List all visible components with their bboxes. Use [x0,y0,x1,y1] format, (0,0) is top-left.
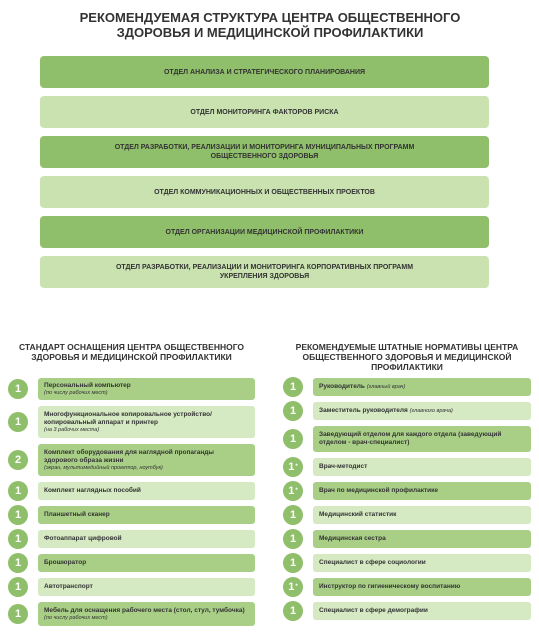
staff-label [313,578,531,596]
count-badge: 1 [283,505,303,525]
count-badge: 1 [8,505,28,525]
title-line-2: ЗДОРОВЬЯ И МЕДИЦИНСКОЙ ПРОФИЛАКТИКИ [116,25,424,40]
count-badge: 1 * [283,577,303,597]
count-badge: 1 [283,529,303,549]
staff-label [313,458,531,476]
equipment-row [8,578,255,596]
staff-text: Медицинская сестра [319,535,386,542]
equipment-note: (на 3 рабочих места) [44,426,100,433]
staff-label [313,602,531,620]
equipment-text: Фотоаппарат цифровой [44,535,122,542]
count-badge: 1 [8,412,28,432]
count-badge: 1 * [283,481,303,501]
equipment-row [8,482,255,500]
equipment-label [38,602,255,626]
count-badge: 1 [283,377,303,397]
equipment-row [8,506,255,524]
equipment-row [8,406,255,438]
staff-text: Инструктор по гигиеническому воспитанию [319,583,461,590]
staff-row [283,530,531,548]
equipment-label [38,378,255,400]
count-badge: 1 [8,604,28,624]
department-item: ОТДЕЛ РАЗРАБОТКИ, РЕАЛИЗАЦИИ И МОНИТОРИНГА КОРПОРАТИВНЫХ ПРОГРАММ УКРЕПЛЕНИЯ ЗДОРОВЬЯ [40,256,489,288]
staff-row [283,378,531,396]
equipment-row [8,554,255,572]
staff-text: Заведующий отделом для каждого отдела (заведующий отделом - врач-специалист) [319,431,502,446]
equipment-note: (экран, мультимедийный проектор, ноутбук) [44,464,163,471]
staff-title: РЕКОМЕНДУЕМЫЕ ШТАТНЫЕ НОРМАТИВЫ ЦЕНТРА ОБЩЕСТВЕННОГО ЗДОРОВЬЯ И МЕДИЦИНСКОЙ ПРОФИЛАКТИКИ [295,342,519,372]
count-badge: 2 [8,450,28,470]
staff-label [313,506,531,524]
equipment-text: Планшетный сканер [44,511,110,518]
staff-text: Врач-методист [319,463,368,470]
asterisk-mark: * [295,464,298,470]
department-item: ОТДЕЛ МОНИТОРИНГА ФАКТОРОВ РИСКА [40,96,489,128]
count-badge: 1 [283,429,303,449]
staff-row [283,402,531,420]
equipment-label [38,506,255,524]
staff-text: Специалист в сфере социологии [319,559,426,566]
staff-text: Заместитель руководителя (главного врача) [319,407,453,414]
staff-row [283,506,531,524]
count-badge: 1 [283,601,303,621]
asterisk-mark: * [295,584,298,590]
staff-label [313,554,531,572]
staff-text: Руководитель (главный врач) [319,383,406,390]
staff-note: (главного врача) [409,408,453,414]
equipment-label [38,578,255,596]
department-item: ОТДЕЛ ОРГАНИЗАЦИИ МЕДИЦИНСКОЙ ПРОФИЛАКТИКИ [40,216,489,248]
equipment-note: (по числу рабочих мест) [44,389,108,396]
count-badge: 1 [8,379,28,399]
equipment-label [38,482,255,500]
department-item: ОТДЕЛ РАЗРАБОТКИ, РЕАЛИЗАЦИИ И МОНИТОРИНГА МУНИЦИПАЛЬНЫХ ПРОГРАММ ОБЩЕСТВЕННОГО ЗДОРОВЬЯ [40,136,489,168]
department-item: ОТДЕЛ КОММУНИКАЦИОННЫХ И ОБЩЕСТВЕННЫХ ПРОЕКТОВ [40,176,489,208]
count-badge: 1 * [283,457,303,477]
staff-row [283,482,531,500]
equipment-note: (по числу рабочих мест) [44,614,108,621]
count-badge: 1 [8,577,28,597]
title-line-1: РЕКОМЕНДУЕМАЯ СТРУКТУРА ЦЕНТРА ОБЩЕСТВЕННОГО [79,10,461,25]
staff-section [283,342,531,617]
equipment-text: Автотранспорт [44,583,93,590]
department-item: ОТДЕЛ АНАЛИЗА И СТРАТЕГИЧЕСКОГО ПЛАНИРОВАНИЯ [40,56,489,88]
count-badge: 1 [8,529,28,549]
staff-label [313,378,531,396]
equipment-label [38,554,255,572]
equipment-row [8,444,255,476]
count-badge: 1 [283,401,303,421]
staff-row [283,458,531,476]
equipment-row [8,378,255,400]
staff-label [313,402,531,420]
page-title [40,10,500,40]
count-badge: 1 [8,481,28,501]
staff-row [283,554,531,572]
staff-text: Врач по медицинской профилактике [319,487,439,494]
equipment-title: СТАНДАРТ ОСНАЩЕНИЯ ЦЕНТРА ОБЩЕСТВЕННОГО ЗДОРОВЬЯ И МЕДИЦИНСКОЙ ПРОФИЛАКТИКИ [18,342,245,362]
staff-text: Медицинский статистик [319,511,397,518]
equipment-text: Мебель для оснащения рабочего места (стол, стул, тумбочка) [44,606,245,614]
equipment-text: Комплект оборудования для наглядной пропаганды здорового образа жизни [44,448,214,464]
count-badge: 1 [283,553,303,573]
count-badge: 1 [8,553,28,573]
equipment-text: Персональный компьютер [44,381,131,389]
staff-row [283,426,531,452]
equipment-label [38,444,255,476]
equipment-label [38,530,255,548]
staff-label [313,426,531,452]
staff-row [283,602,531,620]
staff-label [313,482,531,500]
staff-text: Специалист в сфере демографии [319,607,428,614]
staff-row [283,578,531,596]
equipment-section [8,342,255,621]
equipment-text: Комплект наглядных пособий [44,487,141,494]
equipment-row [8,530,255,548]
equipment-text: Брошюратор [44,559,87,566]
asterisk-mark: * [295,488,298,494]
equipment-label [38,406,255,438]
equipment-row [8,602,255,626]
staff-label [313,530,531,548]
staff-note: (главный врач) [366,384,406,390]
departments-list [40,56,489,296]
equipment-text: Многофункциональное копировальное устройство/копировальный аппарат и принтер [44,410,212,426]
